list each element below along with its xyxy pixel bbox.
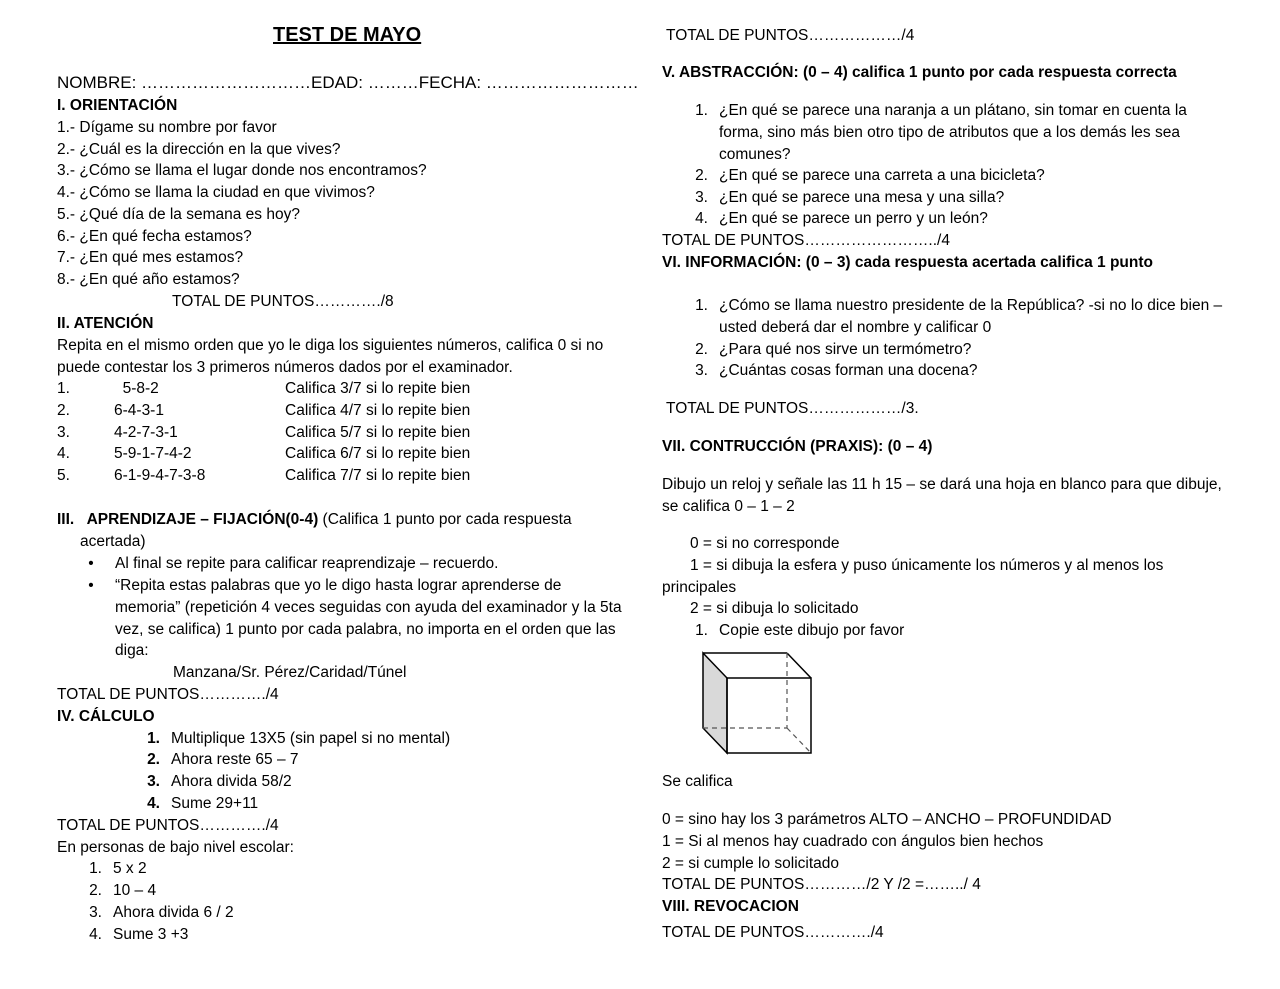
revocacion-total: TOTAL DE PUNTOS…………./4	[662, 924, 884, 941]
item-text: 5 x 2	[113, 860, 147, 877]
atencion-row	[57, 422, 470, 444]
item-text: Ahora reste 65 – 7	[171, 751, 299, 768]
item-number: 2.	[695, 167, 708, 184]
row-sequence: 5-9-1-7-4-2	[114, 445, 192, 462]
construccion-total: TOTAL DE PUNTOS…………/2 Y /2 =……../ 4	[662, 876, 981, 893]
item-number: 1.	[147, 730, 160, 747]
orientacion-item: 8.- ¿En qué año estamos?	[57, 271, 240, 288]
orientacion-item: 6.- ¿En qué fecha estamos?	[57, 228, 252, 245]
calculo-low-item	[72, 924, 188, 946]
atencion-row	[57, 465, 470, 487]
informacion-item	[678, 295, 1238, 339]
se-califica-label: Se califica	[662, 773, 733, 790]
cube-drawing	[700, 650, 814, 756]
copy-drawing-instruction	[678, 620, 904, 642]
cube-side-face	[703, 653, 727, 753]
abstraccion-item	[678, 208, 988, 230]
informacion-item	[678, 339, 971, 361]
aprendizaje-heading-rest: (Califica 1 punto por cada respuesta	[318, 511, 572, 528]
calculo-item	[130, 793, 258, 815]
item-text: Ahora divida 58/2	[171, 773, 292, 790]
name-age-date-line: NOMBRE: …………………………EDAD: ………FECHA: ………………………	[57, 73, 639, 92]
row-sequence: 6-1-9-4-7-3-8	[114, 467, 206, 484]
aprendizaje-words: Manzana/Sr. Pérez/Caridad/Túnel	[173, 664, 407, 681]
item-number: 3.	[147, 773, 160, 790]
item-number: 1.	[695, 102, 708, 119]
informacion-item	[678, 360, 978, 382]
row-number: 1.	[57, 380, 70, 397]
calculo-item	[130, 749, 299, 771]
calculo-item	[130, 728, 450, 750]
row-score: Califica 5/7 si lo repite bien	[285, 424, 471, 441]
abstraccion-total: TOTAL DE PUNTOS……………………../4	[662, 232, 950, 249]
construccion-criteria: 2 = si dibuja lo solicitado	[690, 600, 859, 617]
section-calculo-heading: IV. CÁLCULO	[57, 708, 155, 725]
item-number: 2.	[89, 882, 102, 899]
row-sequence: 6-4-3-1	[114, 402, 164, 419]
item-text: Copie este dibujo por favor	[719, 622, 905, 639]
row-sequence: 4-2-7-3-1	[114, 424, 178, 441]
top-total: TOTAL DE PUNTOS………………/4	[666, 27, 915, 44]
item-text: Sume 29+11	[171, 795, 259, 812]
orientacion-item: 7.- ¿En qué mes estamos?	[57, 249, 244, 266]
bullet-icon: •	[88, 555, 94, 572]
item-number: 4.	[89, 926, 102, 943]
section-revocacion-heading: VIII. REVOCACION	[662, 898, 799, 915]
orientacion-item: 2.- ¿Cuál es la dirección en la que vives?	[57, 141, 341, 158]
atencion-row	[57, 378, 470, 400]
item-text: ¿Cuántas cosas forman una docena?	[719, 362, 978, 379]
section-abstraccion-heading: V. ABSTRACCIÓN: (0 – 4) califica 1 punto por cada respuesta correcta	[662, 64, 1177, 81]
bullet-text: Al final se repite para calificar reaprendizaje – recuerdo.	[115, 555, 499, 572]
item-text: ¿Para qué nos sirve un termómetro?	[719, 341, 972, 358]
row-number: 5.	[57, 467, 70, 484]
calculo-item	[130, 771, 292, 793]
abstraccion-item	[678, 165, 1045, 187]
calculo-low-item	[72, 858, 147, 880]
item-number: 1.	[89, 860, 102, 877]
item-text: ¿Cómo se llama nuestro presidente de la República? -si no lo dice bien – usted deberá dar el nombre y calificar 0	[719, 297, 1223, 336]
orientacion-item: 4.- ¿Cómo se llama la ciudad en que vivimos?	[57, 184, 375, 201]
construccion-intro: Dibujo un reloj y señale las 11 h 15 – se dará una hoja en blanco para que dibuje, se califica 0 – 1 – 2	[662, 476, 1222, 515]
atencion-row	[57, 443, 470, 465]
aprendizaje-total: TOTAL DE PUNTOS…………./4	[57, 686, 279, 703]
orientacion-item: 3.- ¿Cómo se llama el lugar donde nos encontramos?	[57, 162, 427, 179]
construccion-criteria: 0 = si no corresponde	[690, 535, 840, 552]
item-number: 2.	[147, 751, 160, 768]
row-score: Califica 6/7 si lo repite bien	[285, 445, 471, 462]
atencion-intro: Repita en el mismo orden que yo le diga los siguientes números, califica 0 si no puede contestar los 3 primeros números dados por el examinador.	[57, 337, 604, 376]
orientacion-item: 1.- Dígame su nombre por favor	[57, 119, 277, 136]
row-number: 3.	[57, 424, 70, 441]
cube-edge	[787, 653, 811, 678]
section-orientacion-heading: I. ORIENTACIÓN	[57, 97, 178, 114]
row-score: Califica 4/7 si lo repite bien	[285, 402, 471, 419]
section-aprendizaje-heading	[57, 509, 572, 531]
item-text: 10 – 4	[113, 882, 157, 899]
informacion-total: TOTAL DE PUNTOS………………/3.	[666, 400, 919, 417]
item-text: ¿En qué se parece una carreta a una bicicleta?	[719, 167, 1045, 184]
item-number: 1.	[695, 297, 708, 314]
construccion-rating: 0 = sino hay los 3 parámetros ALTO – ANCHO – PROFUNDIDAD	[662, 811, 1112, 828]
item-number: 1.	[695, 622, 708, 639]
aprendizaje-heading-bold: III. APRENDIZAJE – FIJACIÓN(0-4)	[57, 511, 319, 528]
item-number: 3.	[89, 904, 102, 921]
item-number: 2.	[695, 341, 708, 358]
construccion-criteria: 1 = si dibuja la esfera y puso únicamente los números y al menos los principales	[662, 557, 1164, 596]
row-number: 4.	[57, 445, 70, 462]
calculo-low-label: En personas de bajo nivel escolar:	[57, 839, 294, 856]
cube-front-face	[727, 678, 811, 753]
aprendizaje-bullet	[80, 575, 625, 662]
aprendizaje-heading-cont: acertada)	[80, 533, 146, 550]
row-sequence: 5-8-2	[114, 380, 159, 397]
calculo-total: TOTAL DE PUNTOS…………./4	[57, 817, 279, 834]
item-text: Sume 3 +3	[113, 926, 189, 943]
bullet-text: “Repita estas palabras que yo le digo hasta lograr aprenderse de memoria” (repetición 4 veces seguidas con ayuda del examinador y la 5ta vez, se califica) 1 punto por cada palabra, no importa en el orden que las diga:	[115, 577, 622, 660]
row-score: Califica 3/7 si lo repite bien	[285, 380, 471, 397]
item-number: 4.	[695, 210, 708, 227]
calculo-low-item	[72, 902, 234, 924]
construccion-rating: 1 = Si al menos hay cuadrado con ángulos bien hechos	[662, 833, 1044, 850]
row-score: Califica 7/7 si lo repite bien	[285, 467, 471, 484]
orientacion-item: 5.- ¿Qué día de la semana es hoy?	[57, 206, 300, 223]
abstraccion-item	[678, 187, 1004, 209]
construccion-rating: 2 = si cumple lo solicitado	[662, 855, 840, 872]
item-text: Multiplique 13X5 (sin papel si no mental)	[171, 730, 451, 747]
section-construccion-heading: VII. CONTRUCCIÓN (PRAXIS): (0 – 4)	[662, 438, 933, 455]
item-text: Ahora divida 6 / 2	[113, 904, 234, 921]
section-atencion-heading: II. ATENCIÓN	[57, 315, 154, 332]
cube-hidden-edge	[787, 728, 811, 753]
abstraccion-item	[678, 100, 1218, 165]
page-title: TEST DE MAYO	[273, 24, 422, 46]
item-number: 3.	[695, 189, 708, 206]
row-number: 2.	[57, 402, 70, 419]
aprendizaje-bullet	[80, 553, 635, 575]
atencion-row	[57, 400, 470, 422]
section-informacion-heading: VI. INFORMACIÓN: (0 – 3) cada respuesta acertada califica 1 punto	[662, 254, 1153, 271]
item-number: 3.	[695, 362, 708, 379]
item-number: 4.	[147, 795, 160, 812]
item-text: ¿En qué se parece una mesa y una silla?	[719, 189, 1005, 206]
item-text: ¿En qué se parece un perro y un león?	[719, 210, 988, 227]
calculo-low-item	[72, 880, 156, 902]
orientacion-total: TOTAL DE PUNTOS…………./8	[172, 293, 394, 310]
item-text: ¿En qué se parece una naranja a un plátano, sin tomar en cuenta la forma, sino más bien otro tipo de atributos que a los demás les sea comunes?	[719, 102, 1187, 163]
bullet-icon: •	[88, 577, 94, 594]
